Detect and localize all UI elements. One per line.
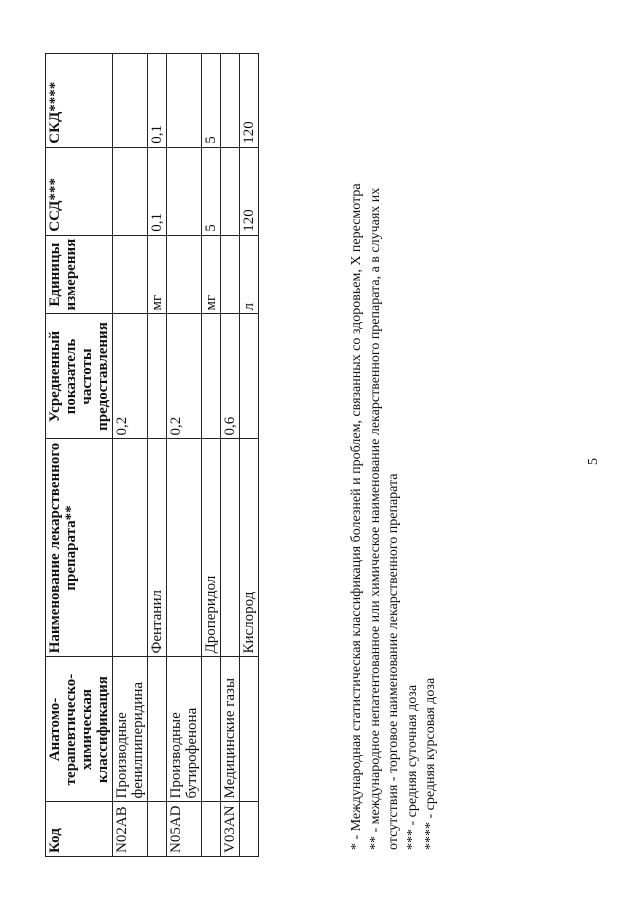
cell-drug: Фентанил — [148, 439, 167, 657]
cell-code — [240, 802, 259, 857]
table-row — [113, 53, 148, 856]
cell-ssd: 5 — [202, 147, 221, 235]
header-drug-name: Наименование лекарственного препарата** — [46, 439, 113, 657]
cell-atc — [240, 657, 259, 802]
footnotes — [348, 50, 441, 850]
header-code: Код — [46, 802, 113, 857]
cell-skd: 0,1 — [148, 53, 167, 147]
cell-skd — [113, 53, 148, 147]
table-row — [202, 53, 221, 856]
cell-drug: Дроперидол — [202, 439, 221, 657]
footnote-line: **** - средняя курсовая доза — [423, 677, 438, 850]
cell-skd — [167, 53, 202, 147]
cell-code: N02AB — [113, 802, 148, 857]
cell-units: мг — [202, 235, 221, 314]
cell-skd: 120 — [240, 53, 259, 147]
header-ssd: ССД*** — [46, 147, 113, 235]
cell-atc: Производные фенилпиперидина — [113, 657, 148, 802]
cell-units — [113, 235, 148, 314]
cell-code — [202, 802, 221, 857]
cell-units — [167, 235, 202, 314]
footnote-line: * - Международная статистическая классификация болезней и проблем, связанных со здоровьем, X пересмотра — [349, 183, 364, 850]
footnote-line: отсутствия - торговое наименование лекарственного препарата — [386, 473, 401, 850]
cell-drug: Кислород — [240, 439, 259, 657]
cell-frequency: 0,2 — [113, 314, 148, 439]
header-atc: Анатомо-терапевтическо-химическая классификация — [46, 657, 113, 802]
cell-atc — [202, 657, 221, 802]
header-frequency: Усредненный показатель частоты предоставления — [46, 314, 113, 439]
cell-drug — [113, 439, 148, 657]
header-skd: СКД**** — [46, 53, 113, 147]
cell-code: V03AN — [221, 802, 240, 857]
page-number: 5 — [586, 458, 601, 465]
cell-drug — [221, 439, 240, 657]
table-row — [221, 53, 240, 856]
cell-ssd: 0,1 — [148, 147, 167, 235]
cell-units: мг — [148, 235, 167, 314]
cell-drug — [167, 439, 202, 657]
cell-frequency — [202, 314, 221, 439]
footnote-line: ** - международное непатентованное или химическое наименование лекарственного препарата, а в случаях их — [367, 187, 383, 850]
cell-atc: Медицинские газы — [221, 657, 240, 802]
cell-skd — [221, 53, 240, 147]
cell-frequency — [240, 314, 259, 439]
cell-frequency — [148, 314, 167, 439]
header-units: Единицы измерения — [46, 235, 113, 314]
table-row — [148, 53, 167, 856]
cell-ssd — [113, 147, 148, 235]
cell-atc: Производные бутирофенона — [167, 657, 202, 802]
table-row — [167, 53, 202, 856]
drug-table — [45, 53, 259, 857]
footnote-line: *** - средняя суточная доза — [404, 684, 420, 850]
cell-code — [148, 802, 167, 857]
cell-units: л — [240, 235, 259, 314]
table-header-row — [46, 53, 113, 856]
cell-atc — [148, 657, 167, 802]
cell-code: N05AD — [167, 802, 202, 857]
cell-ssd: 120 — [240, 147, 259, 235]
cell-skd: 5 — [202, 53, 221, 147]
cell-units — [221, 235, 240, 314]
cell-frequency: 0,6 — [221, 314, 240, 439]
cell-frequency: 0,2 — [167, 314, 202, 439]
table-row — [240, 53, 259, 856]
cell-ssd — [167, 147, 202, 235]
cell-ssd — [221, 147, 240, 235]
